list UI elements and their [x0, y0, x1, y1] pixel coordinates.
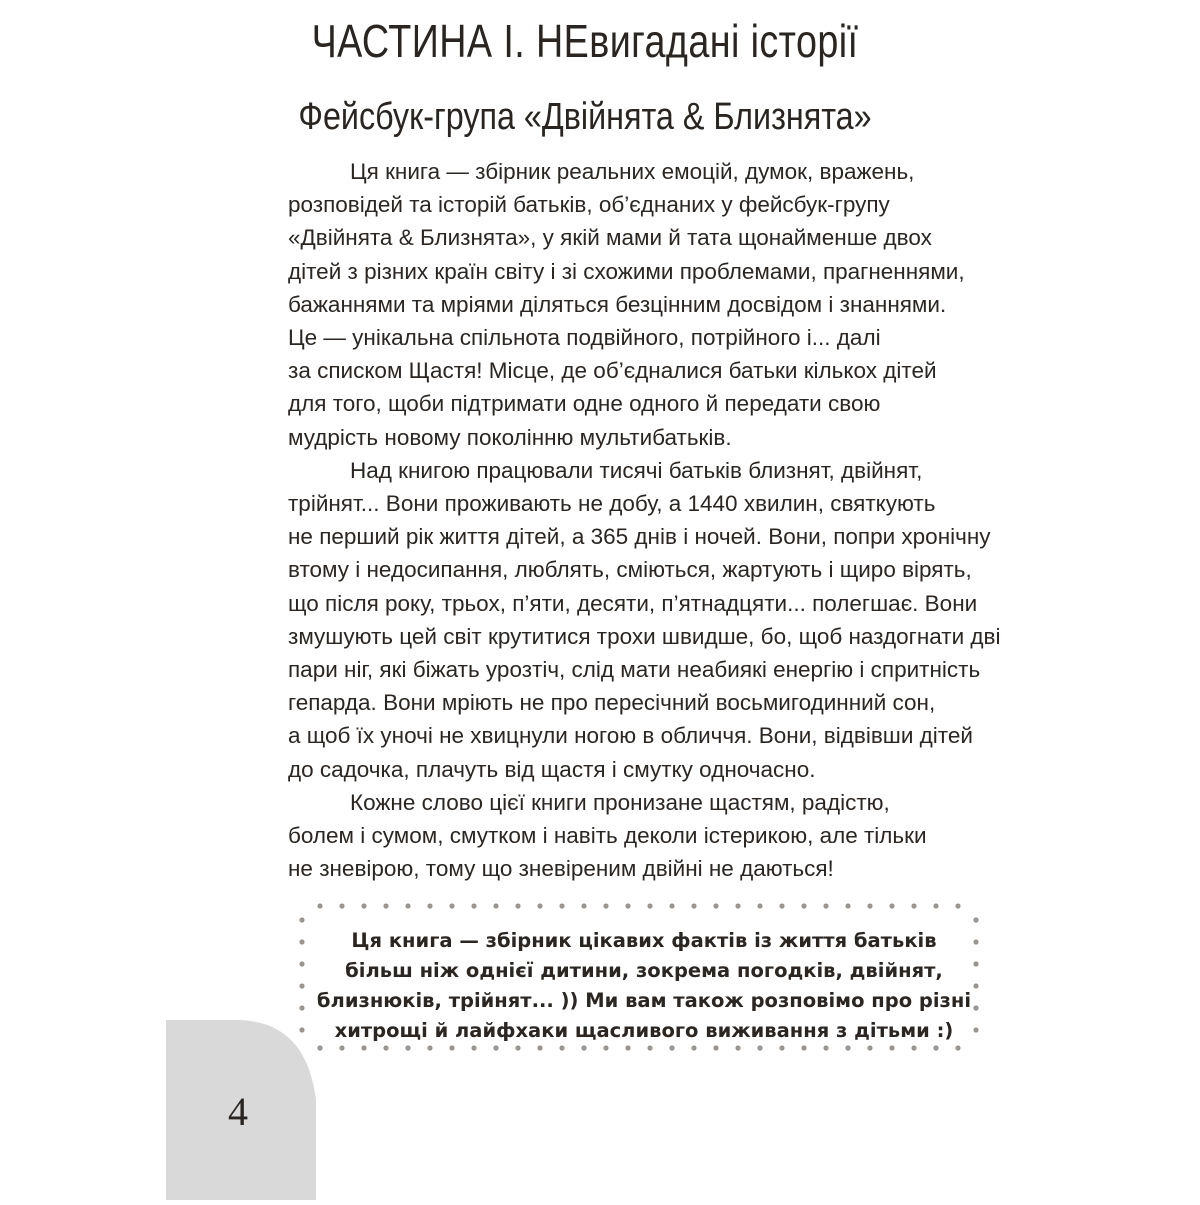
text-line: не перший рік життя дітей, а 365 днів і ночей. Вони, попри хронічну	[288, 524, 991, 550]
text-line: пари ніг, які біжать урозтіч, слід мати неабиякі енергію і спритність	[288, 657, 981, 683]
text-line: до садочка, плачуть від щастя і смутку одночасно.	[288, 756, 816, 782]
text-line: а щоб їх уночі не хвицнули ногою в обличчя. Вони, відвівши дітей	[288, 723, 973, 749]
text-line: не зневірою, тому що зневіреним двійні не даються!	[288, 856, 834, 882]
text-line: Над книгою працювали тисячі батьків близнят, двійнят,	[350, 457, 923, 483]
text-line: болем і сумом, смутком і навіть деколи істерикою, але тільки	[288, 823, 927, 849]
text-line: за списком Щастя! Місце, де об’єдналися батьки кількох дітей	[288, 358, 937, 384]
section-title: Фейсбук-група «Двійнята & Близнята»	[298, 96, 872, 138]
text-line: втому і недосипання, люблять, сміються, жартують і щиро вірять,	[288, 557, 972, 583]
text-line: змушують цей світ крутитися трохи швидше, бо, щоб наздогнати дві	[288, 623, 1001, 649]
callout-line: хитрощі й лайфхаки щасливого виживання з дітьми :)	[334, 1019, 954, 1042]
paragraph	[288, 786, 1000, 886]
text-line: дітей з різних країн світу і зі схожими проблемами, прагненнями,	[288, 258, 965, 284]
text-line: для того, щоби підтримати одне одного й передати свою	[288, 391, 881, 417]
text-line: бажаннями та мріями діляться безцінним досвідом і знаннями.	[288, 291, 947, 317]
text-line: розповідей та історій батьків, об’єднаних у фейсбук-групу	[288, 192, 890, 218]
callout-line: Ця книга — збірник цікавих фактів із життя батьків	[351, 929, 937, 952]
text-line: гепарда. Вони мріють не про пересічний восьмигодинний сон,	[288, 690, 936, 716]
text-line: що після року, трьох, п’яти, десяти, п’ятнадцяти... полегшає. Вони	[288, 590, 978, 616]
callout-box	[298, 898, 990, 1056]
text-line: мудрість новому поколінню мультибатьків.	[288, 424, 732, 450]
text-line: Це — унікальна спільнота подвійного, потрійного і... далі	[288, 325, 881, 351]
paragraph	[288, 454, 1000, 786]
page-number: 4	[228, 1089, 248, 1134]
text-line: Ця книга — збірник реальних емоцій, думок, вражень,	[350, 159, 915, 184]
body-text	[288, 155, 1000, 885]
text-line: трійнят... Вони проживають не добу, а 1440 хвилин, святкують	[288, 491, 936, 517]
callout-text	[298, 926, 990, 1046]
part-title: ЧАСТИНА І. НЕвигадані історії	[311, 15, 859, 67]
callout-line: близнюків, трійнят... )) Ми вам також розповімо про різні	[316, 989, 972, 1012]
paragraph	[288, 155, 1000, 454]
text-line: «Двійнята & Близнята», у якій мами й тата щонайменше двох	[288, 225, 932, 251]
text-line: Кожне слово цієї книги пронизане щастям, радістю,	[350, 789, 890, 815]
callout-line: більш ніж однієї дитини, зокрема погодків, двійнят,	[345, 959, 943, 982]
